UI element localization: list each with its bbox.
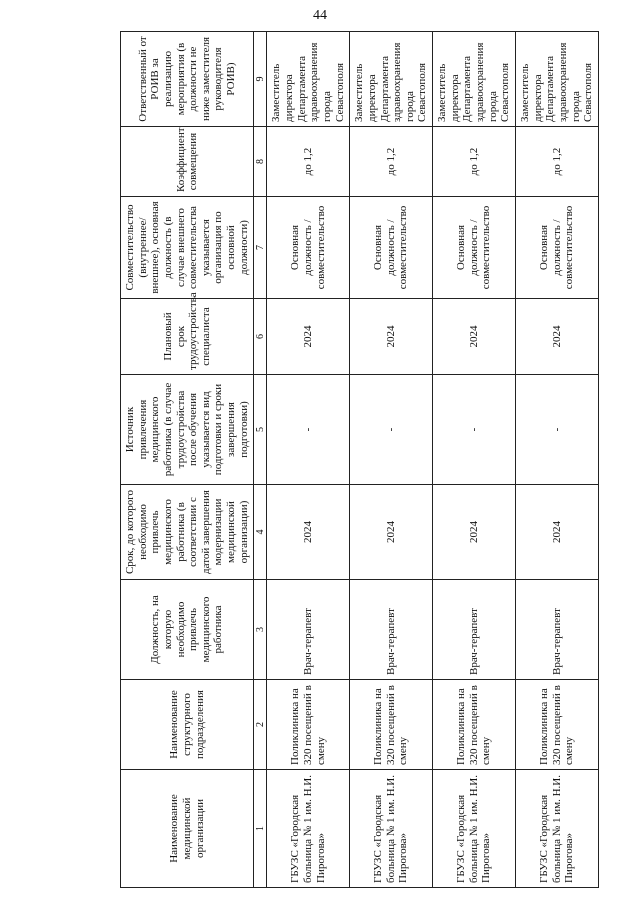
deadline-cell: 2024 <box>267 485 350 580</box>
planned-cell: 2024 <box>515 299 598 375</box>
unit-cell: Поликлиника на 320 посещений в смену <box>350 680 433 770</box>
column-number: 5 <box>254 375 267 485</box>
header-cell: Плановый срок трудоустройства специалиста <box>121 299 254 375</box>
unit-cell: Поликлиника на 320 посещений в смену <box>515 680 598 770</box>
org-cell: ГБУЗС «Городская больница № 1 им. Н.И. Пирогова» <box>350 770 433 888</box>
column-number: 9 <box>254 32 267 127</box>
header-cell: Должность, на которую необходимо привлечь медицинского работника <box>121 580 254 680</box>
source-cell: - <box>350 375 433 485</box>
table-row <box>433 32 516 888</box>
unit-cell: Поликлиника на 320 посещений в смену <box>267 680 350 770</box>
deadline-cell: 2024 <box>350 485 433 580</box>
header-cell: Совместительство (внутреннее/внешнее), основная должность (в случае внешнего совместительства указывается организация по основной должности) <box>121 197 254 299</box>
coefficient-cell: до 1,2 <box>515 127 598 197</box>
table-row <box>267 32 350 888</box>
unit-cell: Поликлиника на 320 посещений в смену <box>433 680 516 770</box>
responsible-cell: Заместитель директора Департамента здравоохранения города Севастополя <box>350 32 433 127</box>
column-number: 6 <box>254 299 267 375</box>
org-cell: ГБУЗС «Городская больница № 1 им. Н.И. Пирогова» <box>515 770 598 888</box>
column-number: 8 <box>254 127 267 197</box>
rotated-table-container <box>120 32 595 888</box>
position-cell: Врач-терапевт <box>515 580 598 680</box>
column-number: 3 <box>254 580 267 680</box>
column-number: 1 <box>254 770 267 888</box>
combination-cell: Основная должность / совместительство <box>267 197 350 299</box>
header-cell: Наименование медицинской организации <box>121 770 254 888</box>
planned-cell: 2024 <box>267 299 350 375</box>
coefficient-cell: до 1,2 <box>350 127 433 197</box>
planned-cell: 2024 <box>433 299 516 375</box>
position-cell: Врач-терапевт <box>350 580 433 680</box>
planned-cell: 2024 <box>350 299 433 375</box>
combination-cell: Основная должность / совместительство <box>515 197 598 299</box>
org-cell: ГБУЗС «Городская больница № 1 им. Н.И. Пирогова» <box>267 770 350 888</box>
combination-cell: Основная должность / совместительство <box>350 197 433 299</box>
position-cell: Врач-терапевт <box>433 580 516 680</box>
table-row <box>350 32 433 888</box>
header-row <box>121 32 254 888</box>
coefficient-cell: до 1,2 <box>267 127 350 197</box>
column-number: 7 <box>254 197 267 299</box>
source-cell: - <box>433 375 516 485</box>
responsible-cell: Заместитель директора Департамента здравоохранения города Севастополя <box>433 32 516 127</box>
source-cell: - <box>267 375 350 485</box>
table-row <box>515 32 598 888</box>
coefficient-cell: до 1,2 <box>433 127 516 197</box>
header-cell: Срок, до которого необходимо привлечь медицинского работника (в соответствии с датой завершения модернизации медицинской организации) <box>121 485 254 580</box>
page-number: 44 <box>313 8 327 23</box>
source-cell: - <box>515 375 598 485</box>
header-cell: Наименование структурного подразделения <box>121 680 254 770</box>
responsible-cell: Заместитель директора Департамента здравоохранения города Севастополя <box>267 32 350 127</box>
column-number-row <box>254 32 267 888</box>
org-cell: ГБУЗС «Городская больница № 1 им. Н.И. Пирогова» <box>433 770 516 888</box>
staffing-table <box>120 31 599 888</box>
responsible-cell: Заместитель директора Департамента здравоохранения города Севастополя <box>515 32 598 127</box>
combination-cell: Основная должность / совместительство <box>433 197 516 299</box>
deadline-cell: 2024 <box>515 485 598 580</box>
header-cell: Ответственный от РОИВ за реализацию мероприятия (в должности не ниже заместителя руководителя РОИВ) <box>121 32 254 127</box>
header-cell: Коэффициент совмещения <box>121 127 254 197</box>
header-cell: Источник привлечения медицинского работника (в случае трудоустройства после обучения указывается вид подготовки и сроки завершения подготовки) <box>121 375 254 485</box>
position-cell: Врач-терапевт <box>267 580 350 680</box>
deadline-cell: 2024 <box>433 485 516 580</box>
column-number: 4 <box>254 485 267 580</box>
column-number: 2 <box>254 680 267 770</box>
